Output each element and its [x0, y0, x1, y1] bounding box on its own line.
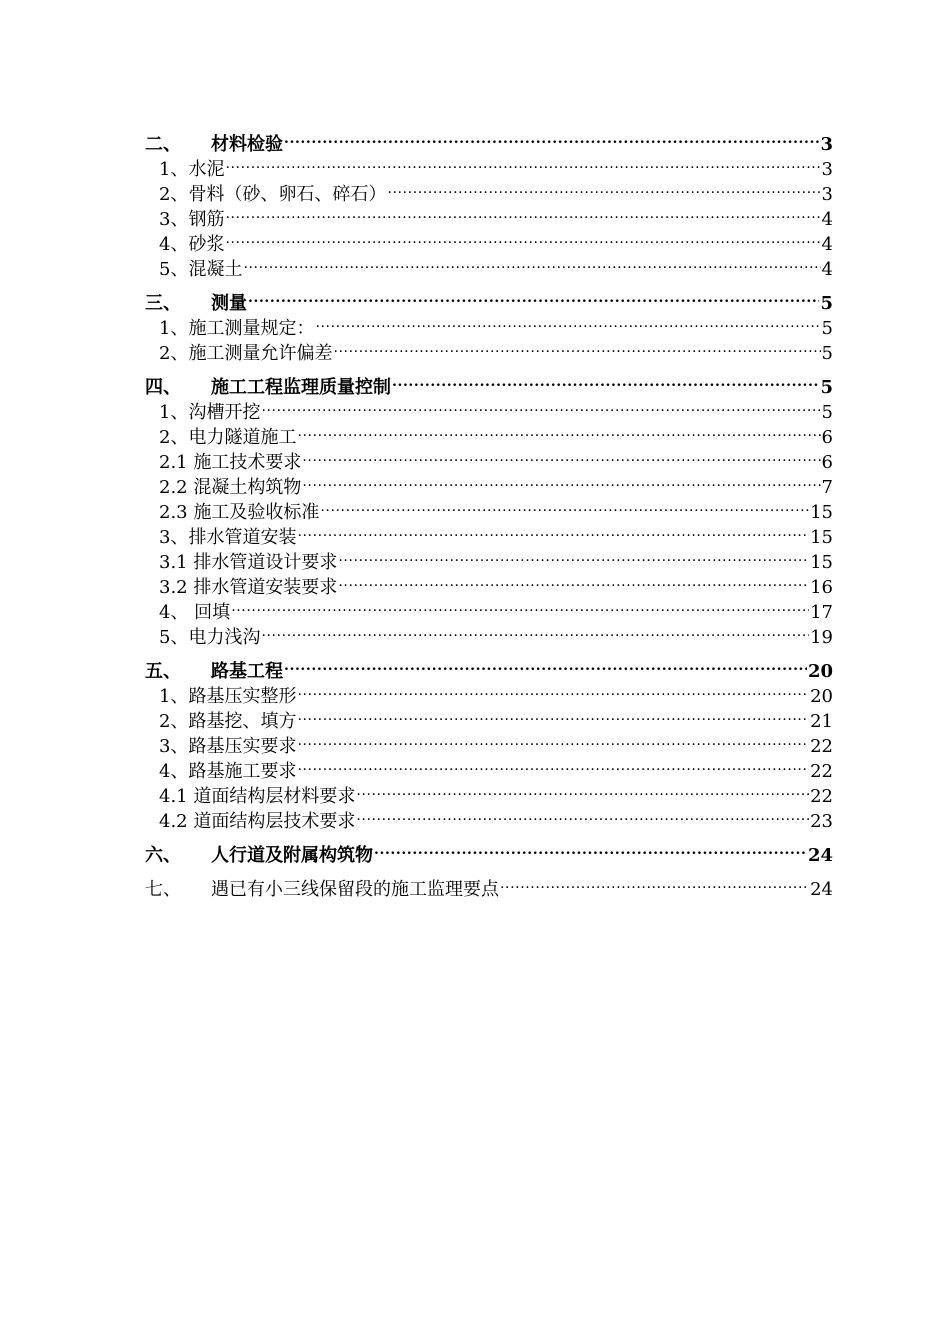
toc-entry-page: 17 [810, 602, 833, 623]
toc-dot-leader [338, 568, 809, 593]
toc-entry-title: 路基工程 [211, 661, 283, 682]
toc-dot-leader [261, 618, 809, 643]
toc-dot-leader [231, 593, 809, 618]
toc-entry[interactable] [145, 150, 833, 180]
toc-entry-title: 2、电力隧道施工 [159, 427, 297, 448]
toc-dot-leader [225, 225, 820, 250]
toc-dot-leader [248, 284, 819, 309]
toc-entry-title: 3、钢筋 [159, 209, 225, 230]
toc-entry-page: 15 [810, 502, 833, 523]
toc-dot-leader [297, 752, 809, 777]
toc-entry-title: 3、路基压实要求 [159, 736, 297, 757]
toc-entry-page: 6 [821, 427, 833, 448]
toc-entry-page: 6 [821, 452, 833, 473]
toc-entry-title: 5、混凝土 [159, 259, 243, 280]
toc-entry-page: 4 [821, 234, 833, 255]
table-of-contents [145, 125, 833, 900]
toc-entry-title: 2.1 施工技术要求 [159, 452, 302, 473]
toc-dot-leader [225, 200, 820, 225]
toc-entry-page: 16 [810, 577, 833, 598]
toc-dot-leader [297, 727, 809, 752]
toc-entry-page: 5 [821, 318, 833, 339]
toc-entry-title: 4、砂浆 [159, 234, 225, 255]
toc-dot-leader [302, 468, 820, 493]
toc-dot-leader [243, 250, 820, 275]
toc-entry-page: 24 [810, 879, 833, 900]
toc-entry-title: 4.2 道面结构层技术要求 [159, 811, 356, 832]
toc-entry-title: 人行道及附属构筑物 [211, 845, 373, 866]
toc-dot-leader [225, 150, 820, 175]
toc-entry-number: 七、 [145, 879, 181, 900]
toc-entry-page: 3 [821, 159, 833, 180]
toc-entry-title: 1、路基压实整形 [159, 686, 297, 707]
toc-dot-leader [284, 125, 819, 150]
toc-dot-leader [261, 393, 820, 418]
toc-entry-page: 22 [810, 761, 833, 782]
toc-dot-leader [284, 652, 807, 677]
toc-entry-title: 4、 回填 [159, 602, 231, 623]
toc-entry-page: 20 [807, 661, 833, 682]
toc-entry-title: 5、电力浅沟 [159, 627, 261, 648]
toc-entry-page: 15 [810, 552, 833, 573]
toc-entry-title: 材料检验 [211, 134, 283, 155]
toc-entry-page: 22 [810, 786, 833, 807]
toc-entry[interactable] [145, 225, 833, 255]
toc-entry-title: 施工工程监理质量控制 [211, 377, 391, 398]
toc-entry[interactable] [145, 309, 833, 339]
toc-entry[interactable] [145, 618, 833, 648]
toc-entry-major[interactable] [145, 284, 833, 314]
toc-dot-leader [356, 777, 809, 802]
toc-entry-title: 4.1 道面结构层材料要求 [159, 786, 356, 807]
toc-dot-leader [302, 443, 820, 468]
toc-entry-page: 5 [821, 343, 833, 364]
toc-entry-page: 21 [810, 711, 833, 732]
toc-entry-title: 1、沟槽开挖 [159, 402, 261, 423]
toc-entry-page: 19 [810, 627, 833, 648]
toc-entry-page: 3 [820, 134, 833, 155]
toc-dot-leader [297, 418, 820, 443]
toc-entry-page: 15 [810, 527, 833, 548]
toc-entry-title: 3、排水管道安装 [159, 527, 297, 548]
toc-entry-title: 测量 [211, 293, 247, 314]
toc-dot-leader [500, 870, 809, 895]
toc-entry-number: 二、 [145, 134, 181, 155]
toc-entry-title: 4、路基施工要求 [159, 761, 297, 782]
toc-dot-leader [392, 368, 819, 393]
toc-entry-title: 2.2 混凝土构筑物 [159, 477, 302, 498]
toc-entry-major[interactable] [145, 836, 833, 866]
toc-entry-number: 三、 [145, 293, 181, 314]
toc-dot-leader [387, 175, 820, 200]
toc-entry[interactable] [145, 200, 833, 230]
toc-entry-major[interactable] [145, 368, 833, 398]
toc-entry-page: 4 [821, 259, 833, 280]
toc-dot-leader [297, 702, 809, 727]
toc-entry-page: 5 [821, 402, 833, 423]
toc-entry-title: 3.2 排水管道安装要求 [159, 577, 338, 598]
toc-entry-page: 5 [820, 377, 833, 398]
toc-entry[interactable] [145, 593, 833, 623]
toc-entry-title: 2、路基挖、填方 [159, 711, 297, 732]
toc-entry-title: 2、骨料（砂、卵石、碎石） [159, 184, 387, 205]
toc-entry-page: 24 [807, 845, 833, 866]
toc-entry-title: 遇已有小三线保留段的施工监理要点 [211, 879, 499, 900]
toc-entry-major[interactable] [145, 652, 833, 682]
toc-dot-leader [374, 836, 807, 861]
toc-dot-leader [320, 493, 809, 518]
toc-entry-number: 四、 [145, 377, 181, 398]
toc-entry-page: 4 [821, 209, 833, 230]
toc-entry[interactable] [145, 175, 833, 205]
toc-entry-major[interactable] [145, 125, 833, 155]
toc-entry-page: 23 [810, 811, 833, 832]
toc-entry[interactable] [145, 250, 833, 280]
toc-entry-title: 1、水泥 [159, 159, 225, 180]
toc-entry-page: 3 [821, 184, 833, 205]
toc-entry-number: 六、 [145, 845, 181, 866]
toc-entry-title: 3.1 排水管道设计要求 [159, 552, 338, 573]
toc-entry-page: 5 [820, 293, 833, 314]
toc-dot-leader [297, 518, 809, 543]
toc-entry-title: 2.3 施工及验收标准 [159, 502, 320, 523]
toc-entry-title: 1、施工测量规定： [159, 318, 315, 339]
toc-entry-title: 2、施工测量允许偏差 [159, 343, 333, 364]
toc-dot-leader [338, 543, 809, 568]
toc-entry-page: 7 [821, 477, 833, 498]
toc-dot-leader [315, 309, 820, 334]
toc-dot-leader [333, 334, 820, 359]
toc-entry-page: 22 [810, 736, 833, 757]
toc-dot-leader [356, 802, 809, 827]
toc-dot-leader [297, 677, 809, 702]
toc-entry-number: 五、 [145, 661, 181, 682]
toc-entry-major[interactable] [145, 870, 833, 900]
toc-entry-page: 20 [810, 686, 833, 707]
